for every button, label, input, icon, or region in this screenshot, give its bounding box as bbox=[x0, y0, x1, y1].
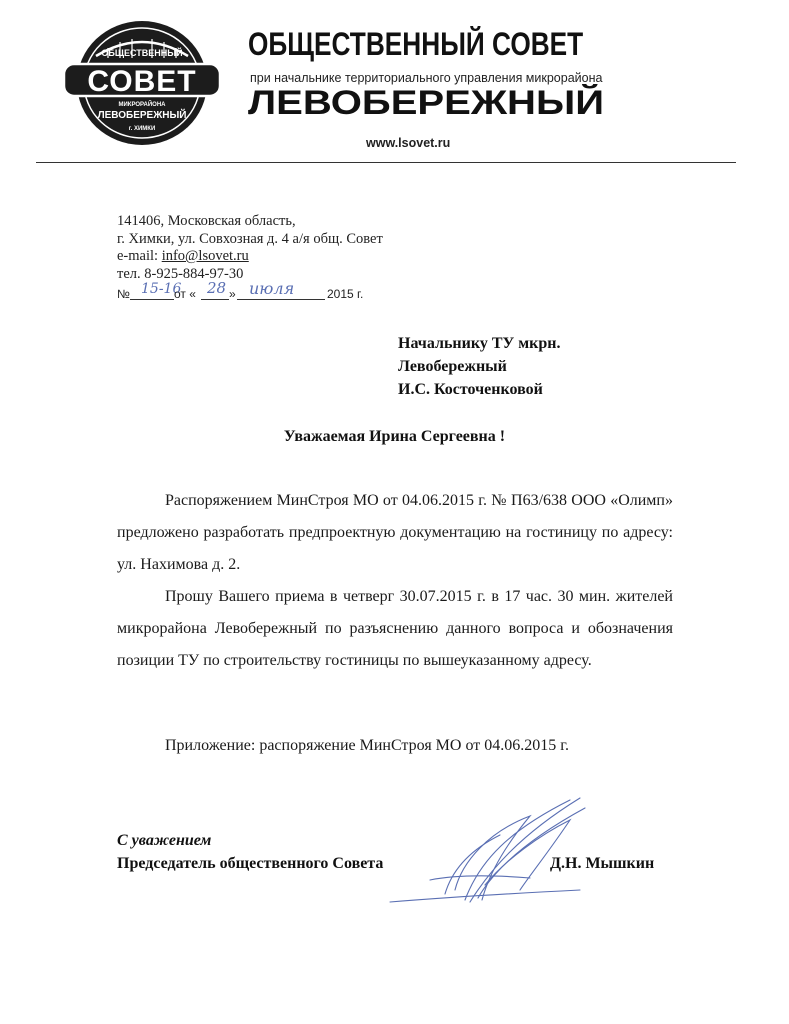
addressee-line-1: Начальнику ТУ мкрн. bbox=[398, 335, 561, 352]
sender-email-line bbox=[117, 248, 383, 266]
body-paragraph-2-text: Прошу Вашего приема в четверг 30.07.2015 г. в 17 час. 30 мин. жителей микрорайона Левобережный по разъяснению данного вопроса и обозначения позиции ТУ по строительству гостиницы по вышеуказанному адресу. bbox=[117, 588, 673, 669]
council-logo bbox=[62, 18, 222, 148]
ref-from-label: от « bbox=[174, 287, 196, 301]
salutation: Уважаемая Ирина Сергеевна ! bbox=[283, 428, 506, 445]
signer-position: Председатель общественного Совета bbox=[117, 855, 384, 872]
sender-postal: 141406, Московская область, bbox=[117, 213, 296, 229]
handwritten-signature bbox=[370, 790, 600, 910]
closing-phrase: С уважением bbox=[117, 832, 212, 849]
signer-name: Д.Н. Мышкин bbox=[550, 855, 655, 872]
ref-month-handwritten: июля bbox=[249, 279, 295, 298]
sender-address bbox=[117, 213, 383, 283]
sender-street: г. Химки, ул. Совхозная д. 4 а/я общ. Совет bbox=[117, 230, 383, 247]
org-district-text: ЛЕВОБЕРЕЖНЫЙ bbox=[248, 84, 551, 118]
sender-email-label: e-mail: bbox=[117, 248, 162, 264]
council-logo-emblem bbox=[62, 18, 222, 148]
body-paragraph-1 bbox=[117, 485, 673, 581]
org-subtitle: при начальнике территориального управления микрорайона bbox=[250, 71, 603, 85]
reference-line bbox=[117, 279, 377, 305]
logo-district-text: ЛЕВОБЕРЕЖНЫЙ bbox=[97, 110, 187, 121]
ref-number-handwritten: 15-16 bbox=[141, 281, 182, 297]
sender-email-link[interactable]: info@lsovet.ru bbox=[161, 248, 249, 264]
ref-close-quote: » bbox=[229, 287, 236, 301]
org-district-wordmark bbox=[248, 84, 604, 118]
addressee-line-2: Левобережный bbox=[398, 358, 507, 375]
org-title: ОБЩЕСТВЕННЫЙ СОВЕТ bbox=[248, 26, 584, 62]
logo-sub-text: МИКРОРАЙОНА bbox=[118, 102, 166, 108]
addressee-line-3: И.С. Косточенковой bbox=[398, 381, 543, 398]
ref-number-blank bbox=[130, 299, 174, 300]
appendix-line: Приложение: распоряжение МинСтроя МО от 04.06.2015 г. bbox=[165, 737, 569, 754]
sender-phone: тел. 8-925-884-97-30 bbox=[117, 265, 244, 282]
logo-city-text: г. ХИМКИ bbox=[128, 126, 156, 132]
logo-top-text: ОБЩЕСТВЕННЫЙ bbox=[101, 48, 183, 58]
body-paragraph-2 bbox=[117, 581, 673, 677]
header-divider bbox=[36, 162, 736, 163]
website-link[interactable]: www.lsovet.ru bbox=[366, 136, 451, 150]
body-paragraph-1-text: Распоряжением МинСтроя МО от 04.06.2015 г. № П63/638 ООО «Олимп» предложено разработать предпроектную документацию на гостиницу по адресу: ул. Нахимова д. 2. bbox=[117, 492, 673, 573]
addressee-block bbox=[398, 332, 560, 401]
ref-month-blank bbox=[237, 299, 325, 300]
ref-day-blank bbox=[201, 299, 229, 300]
ref-day-handwritten: 28 bbox=[207, 279, 227, 297]
ref-year: 2015 г. bbox=[327, 287, 364, 301]
logo-main-text: СОВЕТ bbox=[87, 65, 197, 98]
ref-number-label: № bbox=[117, 287, 130, 301]
